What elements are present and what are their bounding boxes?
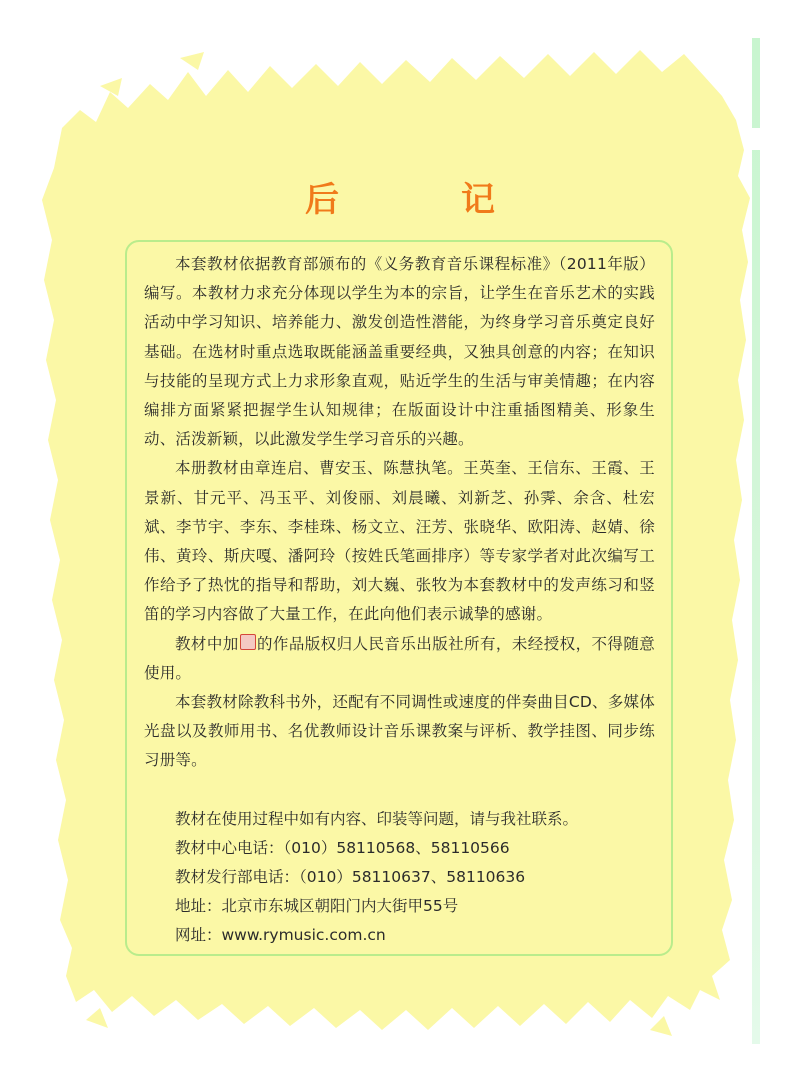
copyright-text-before: 教材中加 <box>175 634 239 653</box>
address: 地址：北京市东城区朝阳门内大街甲55号 <box>175 897 459 916</box>
page-title: 后 记 <box>305 180 539 220</box>
contact-intro: 教材在使用过程中如有内容、印装等问题，请与我社联系。 <box>175 809 579 828</box>
distribution-phone: 教材发行部电话：（010）58110637、58110636 <box>175 868 526 887</box>
paragraph-2: 本册教材由章连启、曹安玉、陈慧执笔。王英奎、王信东、王霞、王景新、甘元平、冯玉平、刘俊丽、刘晨曦、刘新芝、孙霁、余含、杜宏斌、李节宇、李东、李桂珠、杨文立、汪芳、张晓华、欧阳涛、赵婧、徐伟、黄玲、斯庆嘎、潘阿玲（按姓氏笔画排序）等专家学者对此次编写工作给予了热忱的指导和帮助，刘大巍、张牧为本套教材中的发声练习和竖笛的学习内容做了大量工作，在此向他们表示诚挚的感谢。 <box>144 459 655 624</box>
seal-mark-icon <box>240 634 256 650</box>
content-frame <box>125 240 673 956</box>
paragraph-copyright <box>144 630 655 688</box>
paragraph-1: 本套教材依据教育部颁布的《义务教育音乐课程标准》（2011年版）编写。本教材力求充分体现以学生为本的宗旨，让学生在音乐艺术的实践活动中学习知识、培养能力、激发创造性潜能，为终身学习音乐奠定良好基础。在选材时重点选取既能涵盖重要经典，又独具创意的内容；在知识与技能的呈现方式上力求形象直观，贴近学生的生活与审美情趣；在内容编排方面紧紧把握学生认知规律；在版面设计中注重插图精美、形象生动、活泼新颖，以此激发学生学习音乐的兴趣。 <box>144 255 655 449</box>
copyright-text-after: 的作品版权归人民音乐出版社所有，未经授权，不得随意使用。 <box>144 634 655 682</box>
website: 网址：www.rymusic.com.cn <box>175 926 386 945</box>
center-phone: 教材中心电话：（010）58110568、58110566 <box>175 838 510 857</box>
contact-section <box>144 805 655 951</box>
paragraph-3: 本套教材除教科书外，还配有不同调性或速度的伴奏曲目CD、多媒体光盘以及教师用书、名优教师设计音乐课教案与评析、教学挂图、同步练习册等。 <box>144 693 655 770</box>
